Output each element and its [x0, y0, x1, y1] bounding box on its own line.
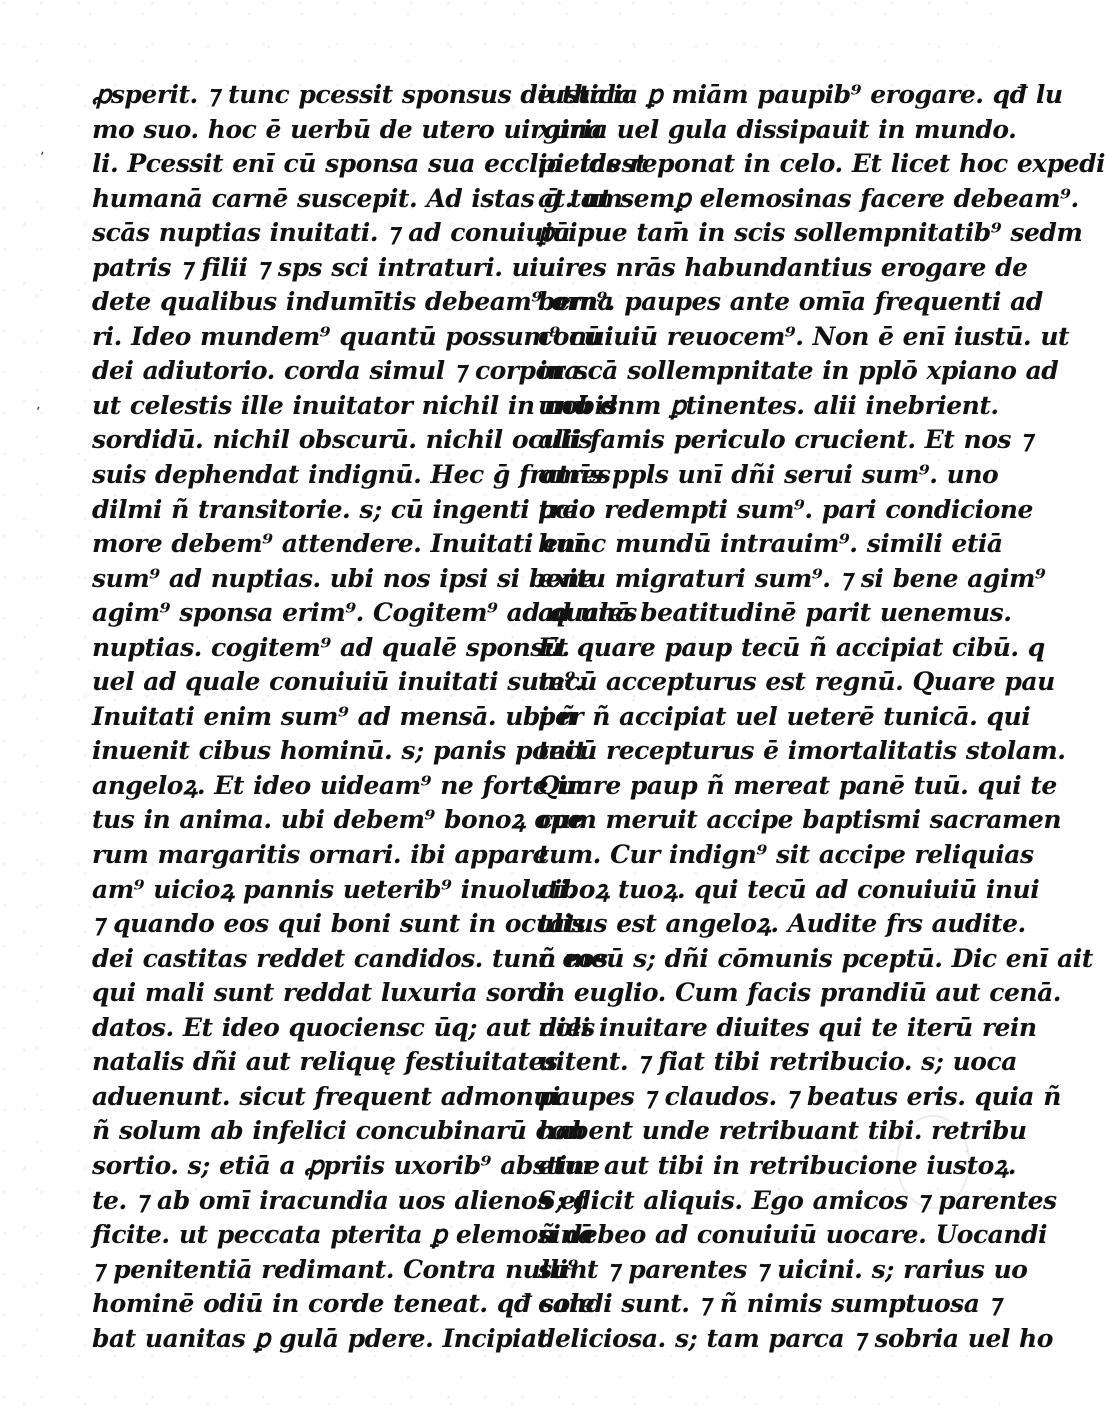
text-line: more debem⁹ attendere. Inuitati enī	[92, 529, 585, 559]
text-line: ad unā beatitudinē parit uenemus.	[538, 598, 1012, 628]
text-line: natalis dñi aut reliquę festiuitates	[92, 1047, 558, 1077]
text-line: paupes ⁊ claudos. ⁊ beatus eris. quia ñ	[538, 1081, 1061, 1111]
faint-seal-stamp	[896, 1115, 970, 1209]
text-line: patris ⁊ filii ⁊ sps sci intraturi. ui	[92, 252, 539, 282]
text-line: etur aut tibi in retribucione iustoꝝ.	[538, 1150, 1016, 1180]
text-line: ciboꝝ tuoꝝ. qui tecū ad conuiuiū inui	[538, 874, 1040, 904]
text-line: uires nrās habundantius erogare de	[538, 252, 1028, 282]
text-line: S; dicit aliquis. Ego amicos ⁊ parentes	[538, 1185, 1057, 1215]
text-line: noli inuitare diuites qui te iterū rein	[538, 1012, 1037, 1042]
text-line: tum. Cur indign⁹ sit accipe reliquias	[538, 840, 1034, 870]
text-line: ñ debeo ad conuiuiū uocare. Uocandi	[538, 1220, 1048, 1250]
text-line: te. ⁊ ab omī iracundia uos alienos ef	[92, 1185, 586, 1215]
text-line: hunc mundū intrauim⁹. simili etiā	[538, 529, 1003, 559]
text-line: inuenit cibus hominū. s; panis ponit	[92, 736, 586, 766]
text-line: tecū recepturus ē imortalitatis stolam.	[538, 736, 1066, 766]
text-line: nuptias. cogitem⁹ ad qualē sponsū.	[92, 632, 570, 662]
text-line: suis dephendat indignū. Hec ḡ fratres	[92, 460, 611, 490]
text-line: aduenunt. sicut frequent admonui	[92, 1081, 560, 1111]
text-line: deliciosa. s; tam parca ⁊ sobria uel ho	[538, 1323, 1053, 1353]
text-line: li. Pcessit enī cū sponsa sua ecclia. idest	[92, 149, 647, 179]
text-line: dete qualibus indumītis debeam⁹ orna	[92, 287, 614, 317]
text-line: bat uanitas ꝑ gulā pdere. Incipiat	[92, 1323, 548, 1353]
text-line: uel ad quale conuiuiū inuitati sum⁹.	[92, 667, 584, 697]
text-line: qui mali sunt reddat luxuria sordi	[92, 978, 555, 1008]
text-line: ⁊ penitentiā redimant. Contra nulli⁹	[92, 1254, 578, 1284]
text-line: mo suo. hoc ē uerbū de utero uirgina	[92, 114, 603, 144]
margin-speck: ʼ	[36, 405, 41, 421]
text-line: dei adiutorio. corda simul ⁊ corpora.	[92, 356, 589, 386]
text-line: rum margaritis ornari. ibi appare	[92, 840, 548, 870]
text-line: at. ut semꝑ elemosinas facere debeam⁹.	[538, 183, 1079, 213]
text-line: candi sunt. ⁊ ñ nimis sumptuosa ⁊	[538, 1289, 1001, 1319]
text-line: Quare paup ñ mereat panē tuū. qui te	[538, 770, 1057, 800]
text-line: ri. Ideo mundem⁹ quantū possum⁹ cū	[92, 321, 602, 351]
text-line: hominē odiū in corde teneat. qđ sole	[92, 1289, 595, 1319]
text-line: am⁹ uicioꝝ pannis ueterib⁹ inuoluti.	[92, 874, 577, 904]
text-line: unū dnm ꝑtinentes. alii inebrient.	[538, 390, 999, 420]
text-line: scās nuptias inuitati. ⁊ ad conuiuiū	[92, 218, 570, 248]
text-line: habent unde retribuant tibi. retribu	[538, 1116, 1027, 1146]
text-line: uitent. ⁊ fiat tibi retribucio. s; uoca	[538, 1047, 1017, 1077]
text-line: sunt ⁊ parentes ⁊ uicini. s; rarius uo	[538, 1254, 1028, 1284]
left-text-column	[92, 78, 647, 1356]
text-line: pcio redempti sum⁹. pari condicione	[538, 494, 1033, 524]
text-line: ñ solum ab infelici concubinarū con	[92, 1116, 585, 1146]
text-line: alii famis periculo crucient. Et nos ⁊	[538, 425, 1033, 455]
margin-speck: ʼ	[40, 150, 45, 166]
text-line: omīs ppls unī dñi serui sum⁹. uno	[538, 460, 999, 490]
text-line: iusticia ꝑ miām paupib⁹ erogare. qđ lu	[538, 80, 1063, 109]
text-line: tus in anima. ubi debem⁹ bonoꝝ ope	[92, 805, 583, 835]
text-line: datos. Et ideo quociensc ūq; aut dies	[92, 1012, 595, 1042]
text-line: ꝑcipue tam̄ in scis sollempnitatib⁹ sedm	[538, 218, 1083, 248]
text-line: tatus est angeloꝝ. Audite frs audite.	[538, 909, 1026, 939]
text-line: ficite. ut peccata pterita ꝑ elemosinā	[92, 1220, 594, 1250]
text-line: Inuitati enim sum⁹ ad mensā. ubi ñ	[92, 701, 576, 731]
text-line: exitu migraturi sum⁹. ⁊ si bene agim⁹	[538, 563, 1046, 593]
text-line: angeloꝝ. Et ideo uideam⁹ ne forte in	[92, 770, 584, 800]
text-line: in euglio. Cum facis prandiū aut cenā.	[538, 978, 1061, 1008]
text-line: ꝓsperit. ⁊ tunc pcessit sponsus de thala	[92, 80, 632, 109]
text-line: dilmi ñ transitorie. s; cū ingenti tre	[92, 494, 578, 524]
text-line: bem⁹. paupes ante omīa frequenti ad	[538, 287, 1043, 317]
text-line: xuria uel gula dissipauit in mundo.	[538, 114, 1017, 144]
text-line: ⁊ quando eos qui boni sunt in oculis	[92, 909, 585, 939]
text-line: pietas reponat in celo. Et licet hoc expedi	[538, 149, 1105, 179]
text-line: dei castitas reddet candidos. tunc eos	[92, 943, 608, 973]
text-line: agim⁹ sponsa erim⁹. Cogitem⁹ ad quales	[92, 598, 637, 628]
text-line: humanā carnē suscepit. Ad istas ḡ tam	[92, 183, 623, 213]
text-line: ñ meū s; dñi cōmunis pceptū. Dic enī ait	[538, 943, 1093, 973]
text-line: tecū accepturus est regnū. Quare pau	[538, 667, 1055, 697]
text-line: cum meruit accipe baptismi sacramen	[538, 805, 1062, 835]
text-line: sordidū. nichil obscurū. nichil oculis	[92, 425, 593, 455]
text-line: Et quare paup tecū ñ accipiat cibū. q	[538, 632, 1045, 662]
text-line: ut celestis ille inuitator nichil in nobis	[92, 390, 618, 420]
text-line: per ñ accipiat uel ueterē tunicā. qui	[538, 701, 1031, 731]
text-line: conuiuiū reuocem⁹. Non ē enī iustū. ut	[538, 321, 1070, 351]
text-line: in scā sollempnitate in pplō xpiano ad	[538, 356, 1059, 386]
text-line: sortio. s; etiā a ꝓpriis uxorib⁹ abstine	[92, 1150, 600, 1180]
text-line: sum⁹ ad nuptias. ubi nos ipsi si bene	[92, 563, 595, 593]
